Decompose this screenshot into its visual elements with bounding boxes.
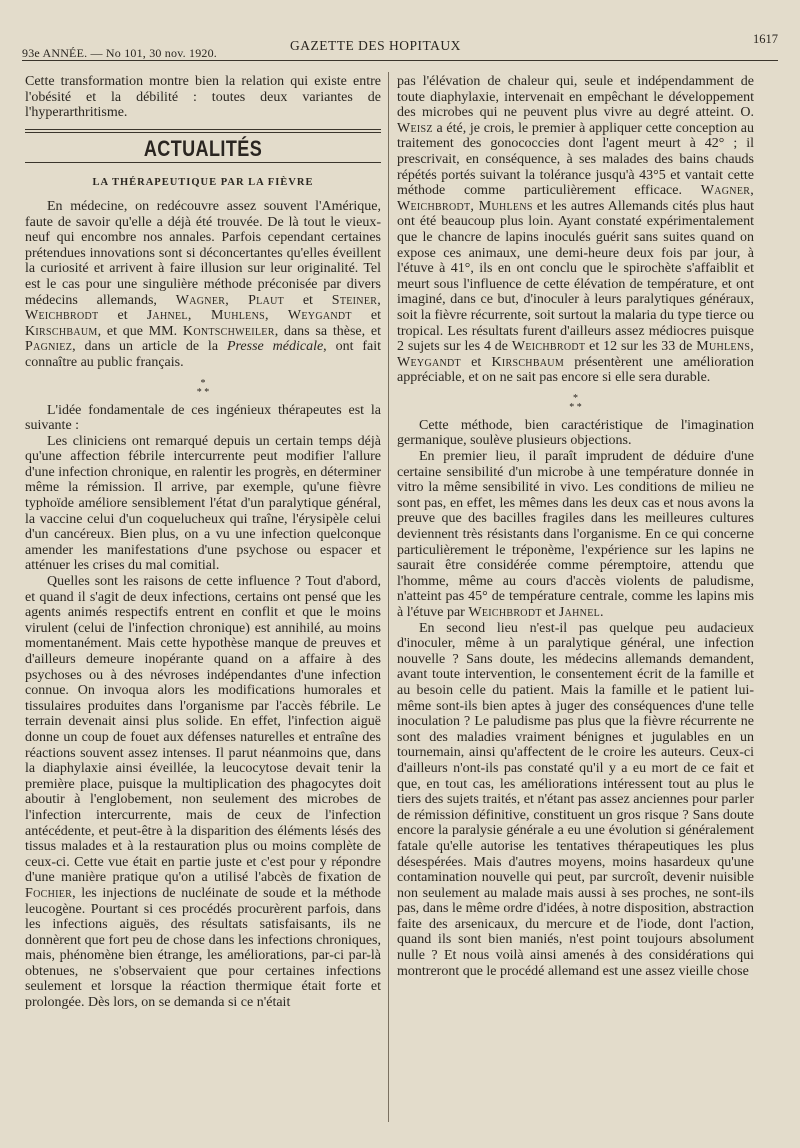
paragraph-8: En second lieu n'est-il pas quelque peu audacieux d'inoculer, même à un paralytique général, une infection nouvelle ? Sans doute, les médecins allemands demandent, avant toute intervention, le consentement écrit de la famille et au besoin celle du patient. Mais la famille et le patient lui-même sont-ils bien aptes à juger des conséquences d'une telle inoculation ? Le paludisme pas plus que la fièvre récurrente ne sont des maladies vraiment bénignes et jugulables en un tournemain, ainsi qu'affectent de le croire les auteurs. Ceux-ci d'ailleurs n'ont-ils pas constaté qu'il y a eu mort de ce fait et que, en tout cas, les améliorations intéressent tout au plus le tiers des sujets traités, et n'étant pas assez anciennes pour parler de rémission définitive, constituent un gros risque ? Sans doute encore la paralysie générale a eu une évolution si généralement fatale qu'elle autorise les tentatives thérapeutiques les plus désespérées. Mais d'autres moyens, moins hasardeux qu'une contamination nouvelle qui peut, par surcroît, devenir nuisible non seulement au malade mais aussi à ses proches, ne sont-ils pas, dans le même ordre d'idées, à notre disposition, abstraction faite des arsenicaux, du mercure et de l'iode, dont l'action, quand ils sont bien maniés, n'est point toujours absolument nulle ? Et nous voilà ainsi amenés à des considérations qui montreront que le procédé allemand est une assez vieille chose: [397, 620, 754, 979]
page-header: [22, 30, 778, 61]
section-rule-top: [25, 129, 381, 133]
paragraph-4: Quelles sont les raisons de cette influence ? Tout d'abord, et quand il s'agit de deux infections, certains ont pensé que les agents animés respectifs entrent en conflit et que le moins virulent (celui de l'infection chronique) est annihilé, au moins momentanément. Mais cette hypothèse manque de preuves et d'ailleurs demeure inopérante quand on a affaire à des psychoses ou à des névroses indépendantes d'une infection connue. On invoqua alors les modifications humorales et tissulaires produites dans l'organisme par l'accès fébrile. Le terrain devenait ainsi plus solide. En effet, l'infection aiguë donne un coup de fouet aux défenses naturelles et entraîne des réactions souvent assez intenses. Il parut néanmoins que, dans la diaphylaxie ainsi éveillée, la leucocytose devait tenir la première place, puisque la multiplication des phagocytes doit aboutir à l'englobement, non seulement des microbes de l'infection intercurrente, mais de ceux de l'infection antécédente, et peut-être à la disparition des éléments lésés des tissus malades et à la restauration plus ou moins complète de ceux-ci. Cette vue était en partie juste et c'est pour y répondre d'une manière pratique qu'on a utilisé l'abcès de fixation de Fochier, les injections de nucléinate de soude et la méthode leucogène. Pourtant si ces procédés procurèrent parfois, dans les infections aiguës, des résultats satisfaisants, ils ne donnèrent que fort peu de chose dans les infections chroniques, mais, phénomène bien étrange, les améliorations, par-ci par-là obtenues, ne s'observaient que pour certaines infections seulement et lorsque la réaction thermique était forte et prolongée. Dès lors, on se demanda si ce n'était: [25, 574, 381, 1011]
paragraph-7: En premier lieu, il paraît imprudent de déduire d'une certaine sensibilité d'un microbe à une température donnée in vitro la même sensibilité in vivo. Les conditions de milieu ne sont pas, en effet, les mêmes dans les deux cas et nous avons la preuve que des bacilles fragiles dans les meilleures cultures deviennent très résistants dans l'organisme. En ce qui concerne particulièrement le tréponème, l'expérience sur les lapins ne saurait être considérée comme péremptoire, attendu que l'homme, même au cours d'accès violents de paludisme, n'atteint pas 45° de température centrale, comme les lapins mis à l'étuve par Weichbrodt et Jahnel.: [397, 449, 754, 620]
right-column: [397, 74, 754, 979]
article-title: LA THÉRAPEUTIQUE PAR LA FIÈVRE: [92, 177, 314, 189]
intro-paragraph: Cette transformation montre bien la relation qui existe entre l'obésité et la débilité : toutes deux variantes de l'hyperarthritisme.: [25, 74, 381, 121]
section-rule-bottom: [25, 162, 381, 163]
left-column: [25, 74, 381, 1011]
column-divider: [388, 72, 389, 1122]
paragraph-5: pas l'élévation de chaleur qui, seule et indépendamment de toute diaphylaxie, intervenait en empêchant le développement des microbes qui ne peuvent plus vivre au degré atteint. O. Weisz a été, je crois, le premier à appliquer cette conception au traitement des gonococcies dont l'agent meurt à 42° ; il prescrivait, en conséquence, à ses malades des bains chauds répétés portés suivant la tolérance jusqu'à 43°5 et vantait cette méthode comme particulièrement efficace. Wagner, Weichbrodt, Muhlens et les autres Allemands cités plus haut ont été beaucoup plus loin. Ayant constaté expérimentalement que le chancre de lapins inoculés guérit sans suites quand on expose ces animaux, une demi-heure deux fois par jour, à l'étuve à 41°, ils en ont conclu que le spirochète s'affaiblit et meurt sous l'influence de cette élévation de température, et ont imaginé, dans ce but, d'inoculer à leurs paralytiques généraux, soit la fièvre récurrente, soit surtout la malaria du type tierce ou tropical. Les résultats furent d'ailleurs assez médiocres puisque 2 sujets sur les 4 de Weichbrodt et 12 sur les 33 de Muhlens, Weygandt et Kirschbaum présentèrent une amélioration appréciable, et on ne sait pas encore si elle sera durable.: [397, 74, 755, 386]
section-title: ACTUALITÉS: [143, 135, 263, 161]
section-stars: * * *: [196, 377, 210, 398]
journal-title: GAZETTE DES HOPITAUX: [290, 38, 461, 53]
issue-info: 93e ANNÉE. — No 101, 30 nov. 1920.: [22, 46, 218, 60]
paragraph-1: En médecine, on redécouvre assez souvent l'Amérique, faute de savoir qu'elle a déjà été trouvée. De là tout le vieux-neuf qui encombre nos annales. Parfois cependant certaines prétendues innovations sont si déconcertantes qu'elles éveillent la curiosité et arrivent à faire illusion sur leur originalité. Tel est le cas pour une singulière méthode préconisée par divers médecins allemands, Wagner, Plaut et Steiner, Weichbrodt et Jahnel, Muhlens, Weygandt et Kirschbaum, et que MM. Kontschweiler, dans sa thèse, et Pagniez, dans un article de la Presse médicale, ont fait connaître au public français.: [25, 198, 382, 370]
paragraph-2: L'idée fondamentale de ces ingénieux thérapeutes est la suivante :: [25, 402, 381, 434]
paragraph-3: Les cliniciens ont remarqué depuis un certain temps déjà qu'une affection fébrile intercurrente peut modifier l'allure d'une infection chronique, en ralentir les progrès, en déterminer même la rémission. Il arrive, par exemple, qu'une fièvre typhoïde améliore sensiblement l'état d'un paralytique général, la vaccine celui d'un coquelucheux qui traîne, l'érysipèle celui d'un cancéreux. Bien plus, on a vu une infection quelconque amender les manifestations d'une psychose ou espacer et atténuer les crises du mal comitial.: [25, 433, 381, 574]
paragraph-6: Cette méthode, bien caractéristique de l'imagination germanique, soulève plusieurs objections.: [397, 417, 754, 449]
page-number: 1617: [753, 32, 778, 46]
section-stars-2: * * *: [569, 392, 582, 413]
